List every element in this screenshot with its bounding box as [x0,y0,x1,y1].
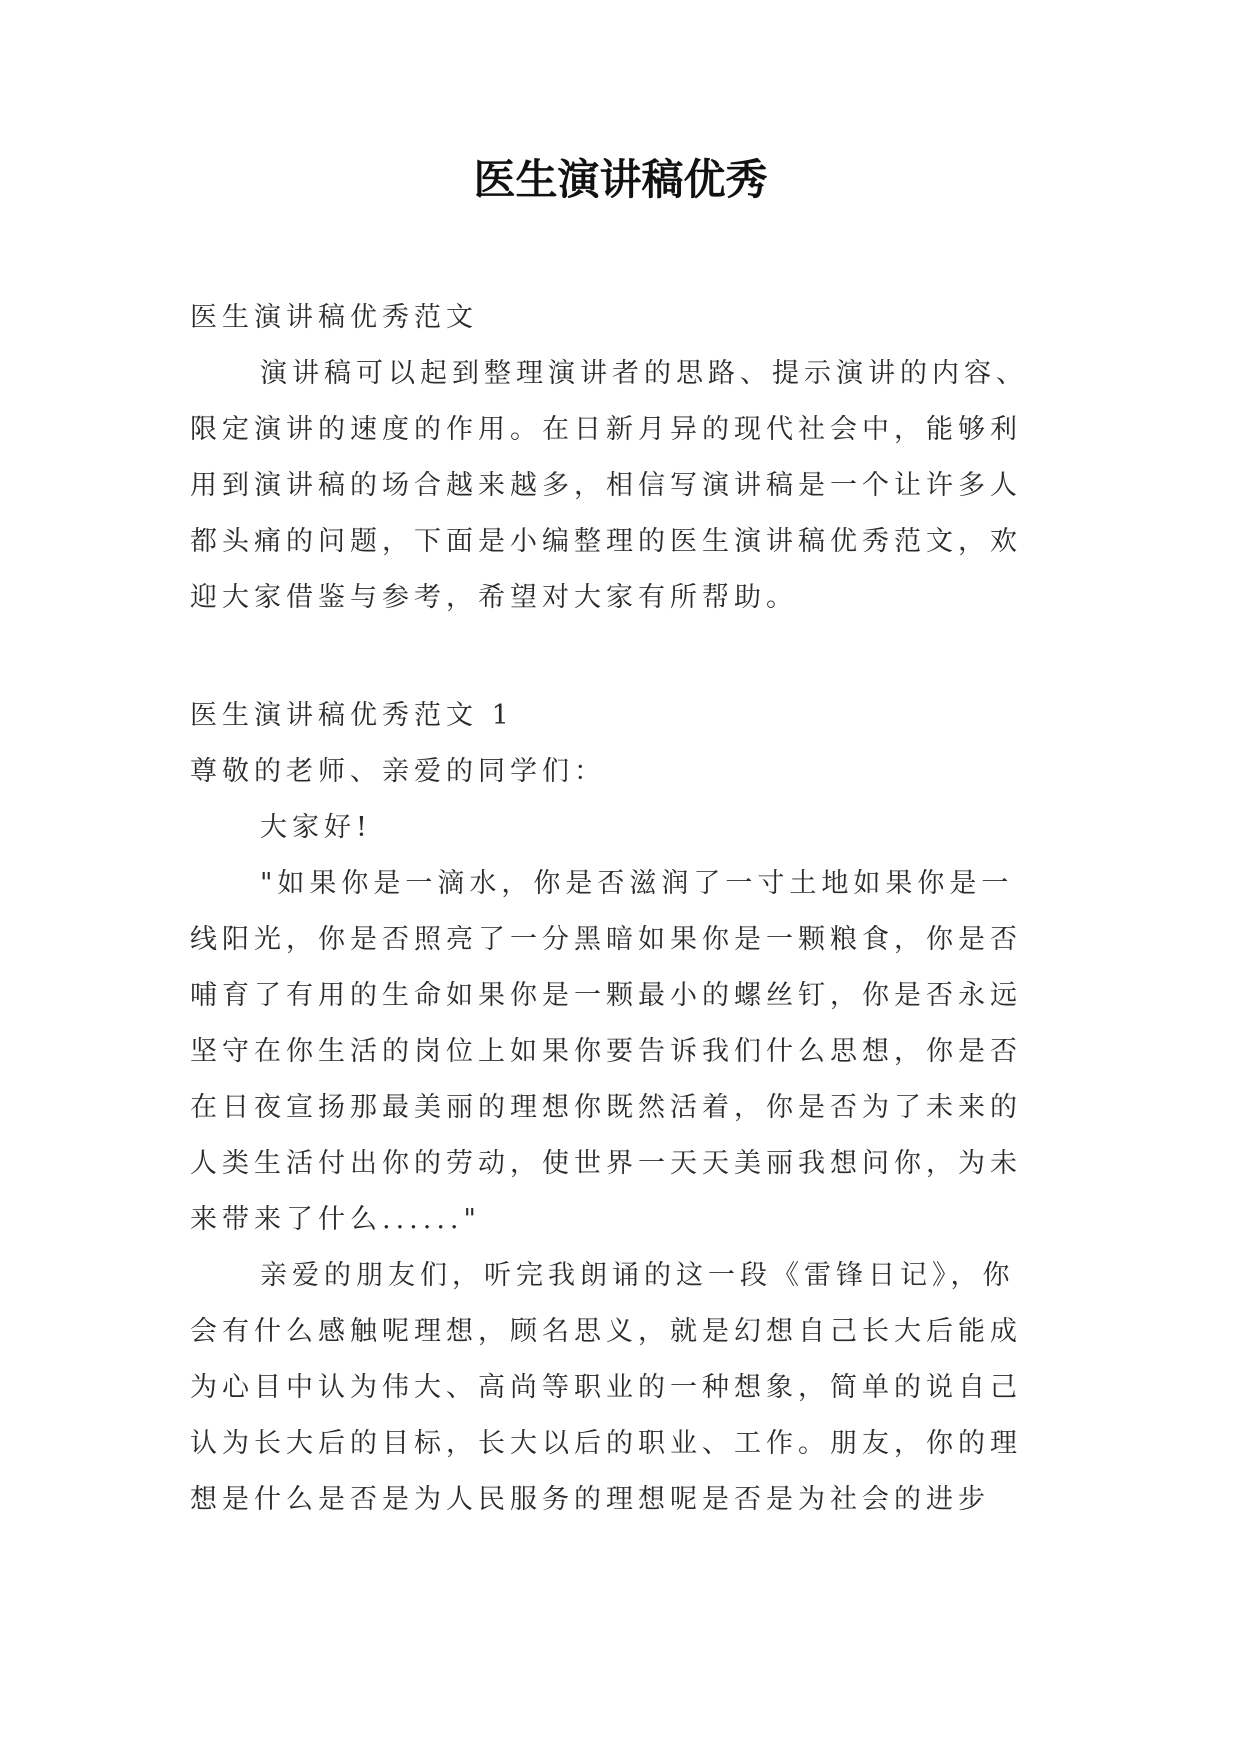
paragraph-line: 人类生活付出你的劳动，使世界一天天美丽我想问你，为未 [190,1148,1022,1179]
body-paragraph [190,1248,1050,1528]
paragraph-line: 限定演讲的速度的作用。在日新月异的现代社会中，能够利 [190,414,1022,445]
paragraph-line: 在日夜宣扬那最美丽的理想你既然活着，你是否为了未来的 [190,1092,1022,1123]
paragraph-line: 会有什么感触呢理想，顾名思义，就是幻想自己长大后能成 [190,1316,1022,1347]
paragraph-line: "如果你是一滴水，你是否滋润了一寸土地如果你是一 [260,868,1014,899]
paragraph-line: 为心目中认为伟大、高尚等职业的一种想象，简单的说自己 [190,1372,1022,1403]
paragraph-line: 坚守在你生活的岗位上如果你要告诉我们什么思想，你是否 [190,1036,1022,1067]
section-spacer [190,626,1050,688]
document-body [190,290,1050,1528]
paragraph-line: 迎大家借鉴与参考，希望对大家有所帮助。 [190,582,798,613]
section-heading: 医生演讲稿优秀范文 1 [190,700,514,731]
paragraph-line: 用到演讲稿的场合越来越多，相信写演讲稿是一个让许多人 [190,470,1022,501]
paragraph-line: 想是什么是否是为人民服务的理想呢是否是为社会的进步 [190,1484,990,1515]
subtitle: 医生演讲稿优秀范文 [190,302,478,333]
paragraph-line: 线阳光，你是否照亮了一分黑暗如果你是一颗粮食，你是否 [190,924,1022,955]
paragraph-line: 亲爱的朋友们，听完我朗诵的这一段《雷锋日记》，你 [260,1260,1015,1291]
paragraph-line: 哺育了有用的生命如果你是一颗最小的螺丝钉，你是否永远 [190,980,1022,1011]
paragraph-line: 演讲稿可以起到整理演讲者的思路、提示演讲的内容、 [260,358,1028,389]
greeting: 大家好! [260,812,372,843]
salutation: 尊敬的老师、亲爱的同学们： [190,756,606,787]
paragraph-line: 都头痛的问题，下面是小编整理的医生演讲稿优秀范文，欢 [190,526,1022,557]
poem-paragraph [190,856,1050,1248]
paragraph-line: 来带来了什么......" [190,1204,481,1235]
paragraph-line: 认为长大后的目标，长大以后的职业、工作。朋友，你的理 [190,1428,1022,1459]
intro-paragraph [190,346,1050,626]
document-title: 医生演讲稿优秀 [473,155,768,204]
